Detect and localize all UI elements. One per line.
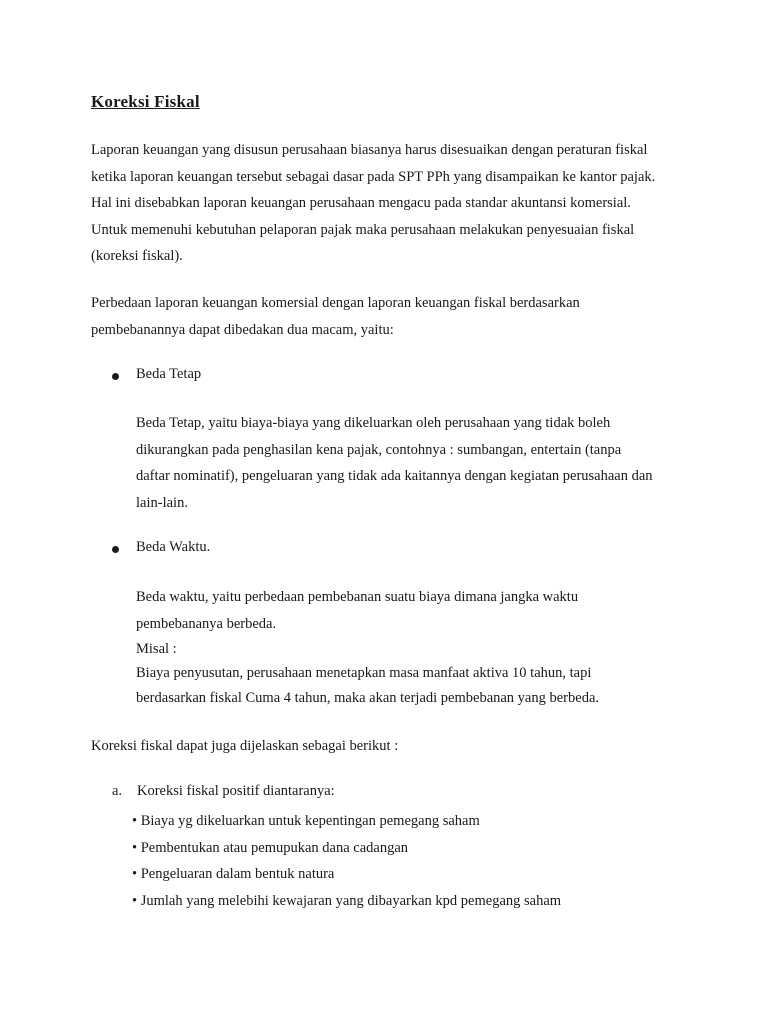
intro-line: Untuk memenuhi kebutuhan pelaporan pajak maka perusahaan melakukan penyesuaian fiskal — [91, 221, 635, 238]
beda-tetap-heading: Beda Tetap — [136, 366, 202, 382]
intro-line: Laporan keuangan yang disusun perusahaan biasanya harus disesuaikan dengan peraturan fiskal — [91, 142, 648, 158]
intro-line: (koreksi fiskal). — [91, 248, 183, 264]
bullet-dot-icon — [112, 546, 119, 553]
list-item: • Pengeluaran dalam bentuk natura — [132, 866, 335, 882]
beda-waktu-line: Biaya penyusutan, perusahaan menetapkan masa manfaat aktiva 10 tahun, tapi — [136, 665, 592, 681]
intro-line: Hal ini disebabkan laporan keuangan perusahaan mengacu pada standar akuntansi komersial. — [91, 195, 631, 211]
beda-waktu-paragraph — [136, 584, 696, 712]
beda-tetap-line: lain-lain. — [136, 494, 188, 511]
list-a-marker: a. — [112, 783, 123, 799]
list-a-heading: Koreksi fiskal positif diantaranya: — [137, 783, 335, 799]
positive-correction-list — [132, 808, 561, 914]
beda-waktu-example-label: Misal : — [136, 641, 177, 657]
difference-paragraph — [91, 290, 691, 343]
document-title: Koreksi Fiskal — [91, 92, 200, 111]
intro-paragraph — [91, 137, 691, 270]
beda-tetap-paragraph — [136, 410, 696, 516]
beda-waktu-line: pembebananya berbeda. — [136, 615, 277, 632]
beda-waktu-line: Beda waktu, yaitu perbedaan pembebanan suatu biaya dimana jangka waktu — [136, 589, 579, 605]
list-item: • Biaya yg dikeluarkan untuk kepentingan pemegang saham — [132, 813, 480, 829]
beda-tetap-line: dikurangkan pada penghasilan kena pajak, contohnya : sumbangan, entertain (tanpa — [136, 441, 622, 458]
list-item: • Pembentukan atau pemupukan dana cadangan — [132, 839, 409, 856]
explain-line: Koreksi fiskal dapat juga dijelaskan sebagai berikut : — [91, 738, 399, 754]
intro-line: ketika laporan keuangan tersebut sebagai dasar pada SPT PPh yang disampaikan ke kantor pajak. — [91, 168, 656, 185]
list-item: • Jumlah yang melebihi kewajaran yang dibayarkan kpd pemegang saham — [132, 892, 562, 909]
beda-waktu-heading: Beda Waktu. — [136, 539, 211, 555]
beda-tetap-line: Beda Tetap, yaitu biaya-biaya yang dikeluarkan oleh perusahaan yang tidak boleh — [136, 415, 611, 431]
difference-line: Perbedaan laporan keuangan komersial dengan laporan keuangan fiskal berdasarkan — [91, 295, 580, 311]
bullet-dot-icon — [112, 373, 119, 380]
beda-waktu-line: berdasarkan fiskal Cuma 4 tahun, maka akan terjadi pembebanan yang berbeda. — [136, 690, 600, 706]
difference-line: pembebanannya dapat dibedakan dua macam, yaitu: — [91, 321, 394, 338]
beda-tetap-line: daftar nominatif), pengeluaran yang tidak ada kaitannya dengan kegiatan perusahaan dan — [136, 468, 653, 484]
